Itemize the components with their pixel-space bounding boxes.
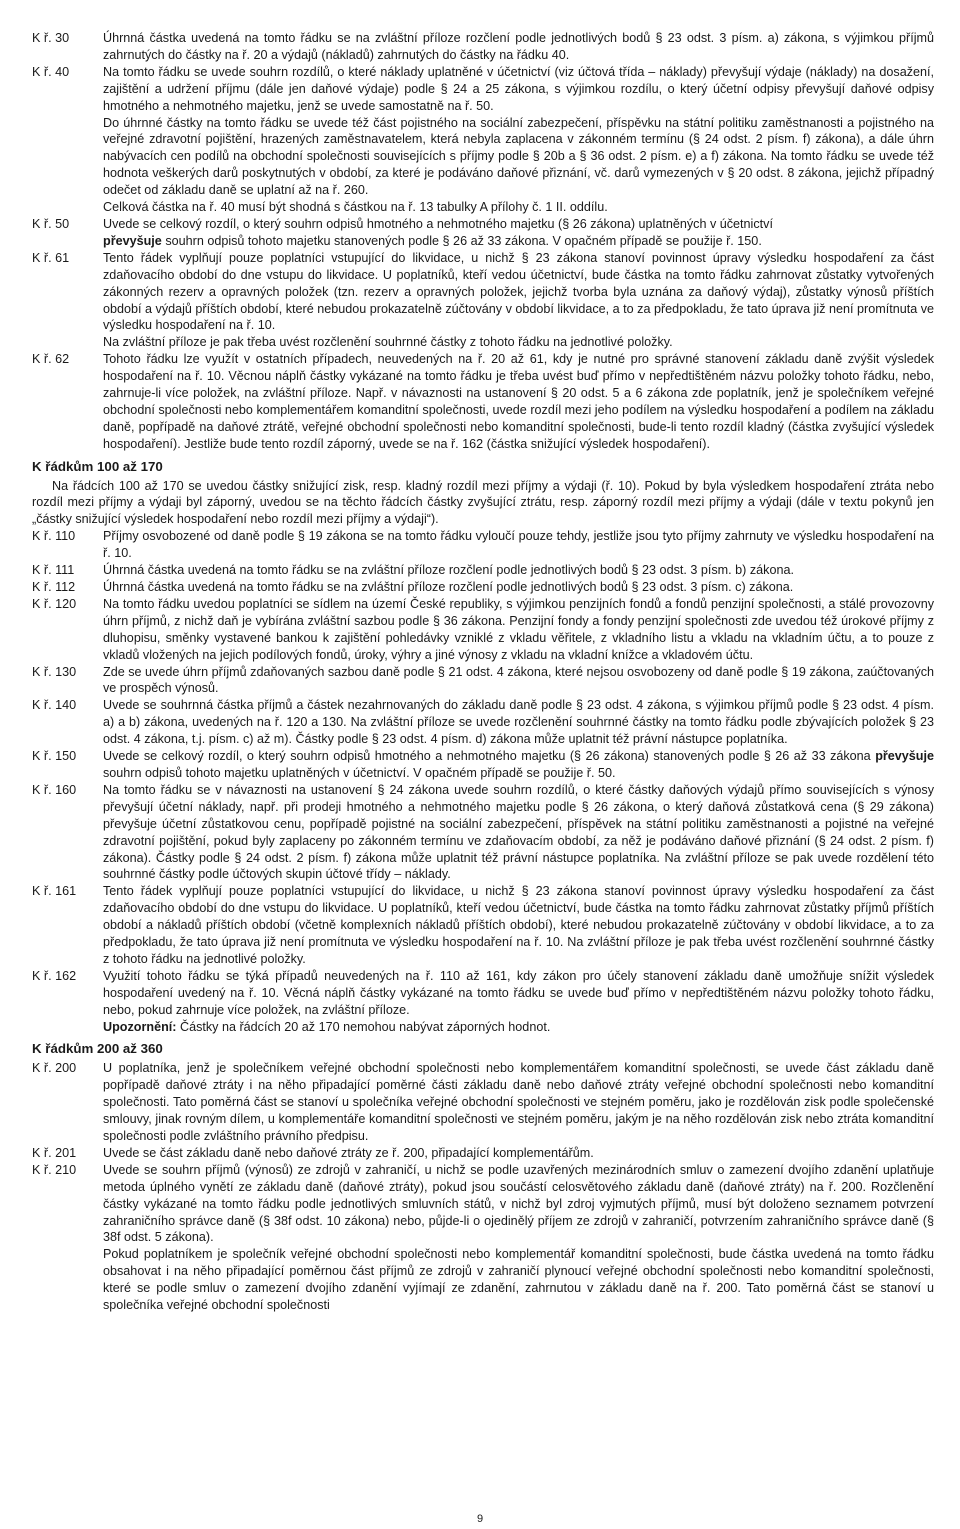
row-140 <box>32 697 934 748</box>
row-120 <box>32 596 934 664</box>
paragraph-tail: souhrn odpisů tohoto majetku stanovených podle § 26 až 33 zákona. V opačném případě se použije ř. 150. <box>165 233 762 248</box>
note-text: Částky na řádcích 20 až 170 nemohou nabývat záporných hodnot. <box>179 1019 551 1034</box>
row-61 <box>32 250 934 351</box>
row-text: Úhrnná částka uvedená na tomto řádku se na zvláštní příloze rozčlení podle jednotlivých bodů § 23 odst. 3 písm. b) zákona. <box>103 563 794 578</box>
row-label: K ř. 110 <box>32 529 76 544</box>
row-text: Zde se uvede úhrn příjmů zdaňovaných sazbou daně podle § 21 odst. 4 zákona, které nejsou osvobozeny od daně podle § 19 zákona, zaúčtovaných ve prospěch výnosů. <box>103 664 934 696</box>
emphasis: převyšuje <box>875 749 934 764</box>
row-text: Uvede se souhrnná částka příjmů a částek nezahrnovaných do základu daně podle § 23 odst. 4 zákona, s výjimkou příjmů podle § 23 odst. 4 písm. a) a b) zákona, uvedených na ř. 120 a 130. Na zvláštní příloze se uvede rozčlenění souhrnné částky na tomto řádku podle zbývajících položek § 23 odst. 4 zákona, t.j. písm. c) až m). Částky podle § 23 odst. 4 písm. d) zákona může uplatnit též právní nástupce poplatníka. <box>103 698 934 747</box>
note <box>103 1019 934 1036</box>
row-62 <box>32 351 934 452</box>
paragraph <box>103 233 934 250</box>
row-text: Příjmy osvobozené od daně podle § 19 zákona se na tomto řádku vyloučí pouze tehdy, jestliže jsou tyto příjmy zahrnuty ve výsledku hospodaření na ř. 10. <box>103 529 934 561</box>
emphasis: převyšuje <box>103 233 162 248</box>
row-label: K ř. 61 <box>32 250 70 265</box>
row-label: K ř. 40 <box>32 64 70 79</box>
row-30 <box>32 30 934 64</box>
row-text: Na tomto řádku se v návaznosti na ustanovení § 24 zákona uvede souhrn rozdílů, o které částky daňových výdajů přímo souvisejících s výnosy převyšují účetní náklady, např. při prodeji hmotného a nehmotného majetku podle § 26 zákona, o který daňová zůstatková cena (§ 29 zákona) převyšuje účetní zůstatkovou cenu, popřípadě pojistné na sociální zabezpečení, příspěvek na státní politiku zaměstnanosti a pojistné na veřejné zdravotní pojištění, pokud byly zaplaceny po zákonném termínu ve zdaňovacím období, za něž je podáváno daňové přiznání (§ 24 odst. 2 písm. f) zákona). Částky podle § 24 odst. 2 písm. f) zákona může uplatnit též právní nástupce poplatníka. Na zvláštní příloze se pak uvede rozdělení této souhrnné částky podle účtových skupin účtové třídy – náklady. <box>103 782 934 882</box>
row-label: K ř. 120 <box>32 596 77 611</box>
row-label: K ř. 210 <box>32 1162 77 1177</box>
row-label: K ř. 130 <box>32 664 77 679</box>
paragraph: Celková částka na ř. 40 musí být shodná s částkou na ř. 13 tabulky A přílohy č. 1 II. oddílu. <box>103 200 608 215</box>
section-heading: K řádkům 100 až 170 <box>32 458 163 474</box>
document-page <box>32 30 934 1314</box>
row-label: K ř. 161 <box>32 884 77 899</box>
paragraph-tail: souhrn odpisů tohoto majetku uplatněných v účetnictví. V opačném případě se použije ř. 50. <box>103 765 616 780</box>
row-label: K ř. 30 <box>32 31 70 45</box>
row-label: K ř. 112 <box>32 580 76 594</box>
row-112 <box>32 579 934 596</box>
row-40 <box>32 64 934 216</box>
section-intro: Na řádcích 100 až 170 se uvedou částky snižující zisk, resp. kladný rozdíl mezi příjmy a výdaji (ř. 10). Pokud by byla výsledkem hospodaření ztráta nebo rozdíl mezi příjmy a výdaji byl záporný, uvedou se na těchto řádcích částky zvyšující ztrátu, resp. záporný rozdíl mezi příjmy a výdaji (dále v textu pokynů jen „částky snižující výsledek hospodaření nebo rozdíl mezi příjmy a výdaji“). <box>32 478 934 527</box>
paragraph-head: Uvede se celkový rozdíl, o který souhrn odpisů hmotného a nehmotného majetku (§ 26 zákona) stanovených podle § 26 až 33 zákona <box>103 749 871 764</box>
row-body <box>103 64 934 216</box>
row-161 <box>32 883 934 968</box>
section-heading: K řádkům 200 až 360 <box>32 1041 163 1057</box>
row-label: K ř. 50 <box>32 216 70 231</box>
page-number: 9 <box>476 1513 484 1525</box>
row-160 <box>32 782 934 883</box>
row-body <box>103 968 934 1036</box>
paragraph: Na tomto řádku se uvede souhrn rozdílů, o které náklady uplatněné v účetnictví (viz účtová třída – náklady) převyšují výdaje (náklady) na dosažení, zajištění a udržení příjmu (dále jen daňové výdaje) podle § 24 a 25 zákona, s výjimkou rozdílu, o který účetní odpisy převyšují daňové odpisy hmotného a nehmotného majetku, jenž se uvede samostatně na ř. 50. <box>103 64 934 113</box>
row-body <box>103 216 934 250</box>
row-210 <box>32 1162 934 1314</box>
paragraph: Využití tohoto řádku se týká případů neuvedených na ř. 110 až 161, kdy zákon pro účely stanovení základu daně umožňuje snížit výsledek hospodaření uvedený na ř. 10. Věcná náplň částky vykázané na tomto řádku se uvede buď přímo v nepředtištěném názvu položky tohoto řádku, nebo, pokud zahrnuje více položek, na zvláštní příloze. <box>103 968 934 1017</box>
row-label: K ř. 150 <box>32 749 77 764</box>
row-label: K ř. 62 <box>32 352 70 367</box>
row-201 <box>32 1145 934 1162</box>
row-label: K ř. 200 <box>32 1061 77 1076</box>
row-label: K ř. 160 <box>32 782 77 797</box>
row-162 <box>32 968 934 1036</box>
row-text: Uvede se část základu daně nebo daňové ztráty ze ř. 200, připadající komplementářům. <box>103 1145 594 1160</box>
paragraph: Uvede se celkový rozdíl, o který souhrn odpisů hmotného a nehmotného majetku (§ 26 zákona) uplatněných v účetnictví <box>103 216 773 231</box>
row-text: U poplatníka, jenž je společníkem veřejné obchodní společnosti nebo komplementářem komanditní společnosti, se uvede část základu daně popřípadě daňové ztráty i na něho připadající poměrné části základu daně nebo daňové ztráty veřejné obchodní společnosti nebo komanditní společnosti. Tato poměrná část se stanoví u společníka veřejné obchodní společnosti ve stejném poměru, jako je rozdělován zisk podle společenské smlouvy, jinak rovným dílem, u komplementáře komanditní společnosti ve stejném poměru, jakým je na něho rozdělován zisk nebo ztráta komanditní společnosti podle zvláštního právního předpisu. <box>103 1061 934 1143</box>
row-text: Tento řádek vyplňují pouze poplatníci vstupující do likvidace, u nichž § 23 zákona stanoví povinnost úpravy výsledku hospodaření za část zdaňovacího období do dne vstupu do likvidace. U poplatníků, kteří vedou účetnictví, bude částka na tomto řádku zahrnovat zůstatky příjmů příštích období a nákladů příštích období (včetně komplexních nákladů příštích období), které nebudou prokazatelně zúčtovány v období likvidace, a to za předpokladu, že tato úprava již není promítnuta ve výsledku hospodaření na ř. 10. Na zvláštní příloze je pak třeba uvést rozčlenění souhrnné částky z tohoto řádku na jednotlivé položky. <box>103 884 934 966</box>
row-text: Úhrnná částka uvedená na tomto řádku se na zvláštní příloze rozčlení podle jednotlivých bodů § 23 odst. 3 písm. a) zákona, s výjimkou příjmů zahrnutých do částky na ř. 20 a výdajů (nákladů) zahrnutých do částky na řádku 40. <box>103 31 934 62</box>
row-label: K ř. 140 <box>32 698 77 713</box>
row-111 <box>32 562 934 579</box>
paragraph: Do úhrnné částky na tomto řádku se uvede též část pojistného na sociální zabezpečení, příspěvku na státní politiku zaměstnanosti a pojistného na veřejné zdravotní pojištění, hrazených zaměstnavatelem, která nebyla zaplacena v zákonném termínu (§ 24 odst. 2 písm. f) zákona), a dále úhrn nabývacích cen podílů na obchodní společnosti souvisejících s příjmy podle § 20b a § 36 odst. 2 písm. e) a f) zákona. Na tomto řádku se uvede též hodnota veškerých darů poskytnutých v období, za které je podáváno daňové přiznání, vč. darů vymezených v § 20 odst. 8 zákona, jejichž případný odečet od základu daně se uplatní až na ř. 260. <box>103 115 934 198</box>
paragraph: Na zvláštní příloze je pak třeba uvést rozčlenění souhrnné částky z tohoto řádku na jednotlivé položky. <box>103 335 673 350</box>
paragraph: Pokud poplatníkem je společník veřejné obchodní společnosti nebo komplementář komanditní společnosti, bude částka uvedená na tomto řádku obsahovat i na něho připadající poměrnou část příjmů ze zdrojů v zahraničí plynoucí veřejné obchodní společnosti nebo komanditní společnosti, které se podle smluv o zamezení dvojího zdanění vyjímají ze zdanění, zahrnutou v základu daně na ř. 200. Tato poměrná část se stanoví u společníka veřejné obchodní společnosti <box>103 1247 934 1313</box>
row-150 <box>32 748 934 782</box>
paragraph: Tento řádek vyplňují pouze poplatníci vstupující do likvidace, u nichž § 23 zákona stanoví povinnost úpravy výsledku hospodaření za část zdaňovacího období do dne vstupu do likvidace. U poplatníků, kteří vedou účetnictví, bude částka na tomto řádku zahrnovat zůstatky vytvořených zákonných rezerv a opravných položek (tzn. rezerv a opravných položek, jejichž tvorba byla uznána za daňový výdaj), zůstatky výnosů příštích období a výdajů příštích období, které nebudou prokazatelně zúčtovány v období likvidace, a to za předpokladu, že tato úprava již není promítnuta ve výsledku hospodaření na ř. 10. <box>103 250 935 333</box>
row-label: K ř. 111 <box>32 563 75 578</box>
row-130 <box>32 664 934 698</box>
row-label: K ř. 201 <box>32 1145 77 1160</box>
row-text: Tohoto řádku lze využít v ostatních případech, neuvedených na ř. 20 až 61, kdy je nutné pro správné stanovení základu daně zvýšit výsledek hospodaření na ř. 10. Věcnou náplň částky vykázané na tomto řádku je třeba uvést buď přímo v nepředtištěném názvu položky tohoto řádku, nebo, zahrnuje-li více položek, na zvláštní příloze. Např. v návaznosti na ustanovení § 20 odst. 5 a 6 zákona zde poplatník, jenž je společníkem veřejné obchodní společnosti nebo komplementářem komanditní společnosti, uvede rozdíl mezi jeho podílem na výsledku hospodaření a podílem na základu daně, popřípadě na daňové ztrátě, veřejné obchodní společnosti nebo komanditní společnosti, bude-li tento rozdíl kladný (částka zvyšující výsledek hospodaření). Jestliže bude tento rozdíl záporný, uvede se na ř. 162 (částka snižující výsledek hospodaření). <box>103 352 934 451</box>
row-label: K ř. 162 <box>32 968 77 983</box>
row-200 <box>32 1060 934 1145</box>
row-50 <box>32 216 934 250</box>
paragraph: Uvede se souhrn příjmů (výnosů) ze zdrojů v zahraničí, u nichž se podle uzavřených mezinárodních smluv o zamezení dvojího zdanění uplatňuje metoda úplného vynětí ze základu daně (daňové ztráty), pokud jsou součástí celosvětového základu daně (daňové ztráty) na ř. 200. Rozčlenění částky vykázané na tomto řádku podle jednotlivých smluvních států, v nichž byl zdroj vyjmutých příjmů, musí být doloženo seznamem potvrzení zahraničního správce daně (§ 38f odst. 10 zákona) nebo, půjde-li o ojedinělý příjem ze zdrojů v zahraničí, potvrzením zahraničního správce daně (§ 38f odst. 5 zákona). <box>103 1162 934 1245</box>
row-body <box>103 1162 934 1314</box>
row-text: Na tomto řádku uvedou poplatníci se sídlem na území České republiky, s výjimkou penzijních fondů a fondů penzijní společnosti, a stálé provozovny úhrn příjmů, z nichž daň je vybírána zvláštní sazbou podle § 36 zákona. Penzijní fondy a fondy penzijní společnosti zde uvedou též úrokové příjmy z dluhopisu, směnky vystavené bankou k zajištění pohledávky vzniklé z vkladu věřitele, z vkladního listu a vkladu na vkladním účtu, a to pouze z vkladů vložených na jejich podílových fondů, úroky, výhry a jiné výnosy z vkladu na vkladní knížce a vkladovém účtu. <box>103 596 934 662</box>
row-body <box>103 748 934 782</box>
row-110 <box>32 528 934 562</box>
row-text: Úhrnná částka uvedená na tomto řádku se na zvláštní příloze rozčlení podle jednotlivých bodů § 23 odst. 3 písm. c) zákona. <box>103 580 794 594</box>
note-label: Upozornění: <box>103 1019 177 1034</box>
row-body <box>103 250 934 351</box>
